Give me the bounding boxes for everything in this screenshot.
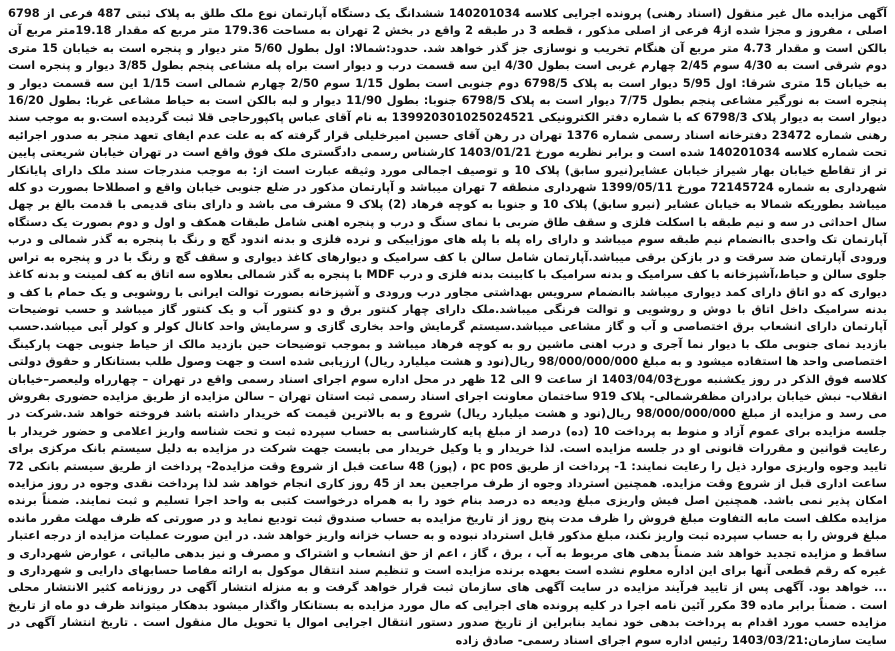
auction-notice-text: آگهی مزایده مال غیر منقول (اسناد رهنی) پرونده اجرایی کلاسه 140201034 ششدانگ یک دستگاه آپارتمان نوع ملک طلق به پلاک ثبتی 487 فرعی از 6798 اصلی ، مفروز و مجزا شده از4 فرعی از اصلی مذکور ، قطعه 3 در طبقه 2 واقع در بخش 2 تهران به مساحت 179.36 متر مربع که مقدار 19.18متر مربع آن بالکن است و مقدار 4.73 متر مربع آن هنگام تخریب و نوسازی جز گذر خواهد شد. حدود:شمالا: اول بطول 5/60 متر دیوار و پنجره است به خیابان 15 متری دوم شرقی است به 4/30 سوم 2/45 چهارم غربی است بطول 4/30 این سه قسمت درب و دیوار است براه پله مشاعی پنجم بطول 3/85 دیوار و پنجره است به خیابان 15 متری شرقا: اول 5/95 دیوار است به پلاک 6798/5 دوم جنوبی است بطول 1/15 سوم 2/50 چهارم شمالی است 1/15 این سه قسمت دیوار و پنجره است به نورگیر مشاعی پنجم بطول 7/75 دیوار است به پلاک 6798/5 جنوبا: بطول 11/90 دیوار و لبه بالکن است به حیاط مشاعی غربا: بطول 16/20 دیوار است به دیوار پلاک 6798/3 که با شماره دفتر الکترونیکی 139920301025024521 به نام آقای عباس پاکپورحاجی قلا ثبت گردیده است.و به موجب سند رهنی شماره 23472 دفترخانه اسناد رسمی شماره 1376 تهران در رهن آقای حسین امیرخلیلی قرار گرفته که به علت عدم ایفای تعهد منجر به صدور اجرائیه تحت شماره کلاسه 140201034 شده است و برابر نظریه مورخ 1403/01/21 کارشناس رسمی دادگستری ملک فوق واقع است در تهران خیابان شریعتی پایین تر از تقاطع خیابان بهار شیراز خیابان عشایر(نیرو سابق) پلاک 10 و توصیف اجمالی مورد وثیقه عبارت است از: به موجب مندرجات سند ملک دارای پایانکار شهرداری به شماره 72145724 مورخ 1399/05/11 شهرداری منطقه 7 تهران میباشد و آپارتمان مذکور در ضلع جنوبی خیابان واقع و اصطلاحا بصورت دو کله میباشد بطوریکه شمالا به خیابان عشایر (نیرو سابق) پلاک 10 و جنوبا به کوچه فرهاد (2) پلاک 9 مشرف می باشد و دارای بنای قدیمی با قدمت بالغ بر چهل سال احداثی در سه و نیم طبقه با اسکلت فلزی و سقف طاق ضربی با نمای سنگ و درب و پنجره اهنی شامل طبقات همکف و اول و دوم بصورت یک دستگاه آپارتمان تک واحدی باانضمام نیم طبقه سوم میباشد و دارای راه پله با پله های موزاییکی و نرده فلزی و بدنه اندود گچ و رنگ با پنجره به گذر شمالی و درب ورودی آپارتمان ضد سرقت و در بازکن برقی میباشد.آپارتمان شامل سالن با کف سرامیک و دیوارهای کاغذ دیواری و سقف گچ و رنگ با در و پنجره به تراس جلوی سالن و حیاط،آشپزخانه با کف سرامیک و بدنه سرامیک با کابینت بدنه فلزی و درب MDF با پنجره به گذر شمالی بعلاوه سه اتاق به کف لمینت و بدنه کاغذ دیواری که دو اتاق دارای کمد دیواری میباشد باانضمام سرویس بهداشتی مجاور درب ورودی و آشپزخانه بصورت توالت ایرانی با روشویی و یک حمام با کف و بدنه سرامیک داخل اتاق با دوش و روشویی و توالت فرنگی میباشد.ملک دارای چهار کنتور برق و دو کنتور آب و یک کنتور گاز میباشد و حسب توضیحات آپارتمان دارای انشعاب برق اختصاصی و آب و گاز مشاعی میباشد.سیستم گرمایش واحد بخاری گازی و سرمایش واحد کانال کولر و کولر آبی میباشد.حسب بازدید نمای جنوبی ملک با دیوار نما آجری و درب اهنی ماشین رو به کوچه فرهاد میباشد و بموجب توضیحات حین بازدید مالک از حیاط جنوبی جهت پارکینگ اختصاصی واحد ها استفاده میشود و به مبلغ 98/000/000/000 ریال(نود و هشت میلیارد ریال) ارزیابی شده است و جهت وصول طلب بستانکار و حقوق دولتی کلاسه فوق الذکر در روز یکشنبه مورخ1403/04/03 از ساعت 9 الی 12 ظهر در محل اداره سوم اجرای اسناد رسمی واقع در تهران – چهارراه ولیعصر–خیابان انقلاب- نبش خیابان برادران مظفرشمالی- پلاک 919 ساختمان معاونت اجرای اسناد رسمی ثبت استان تهران – سالن مزایده از طریق مزایده حضوری بفروش می رسد و مزایده از مبلغ 98/000/000/000 ریال(نود و هشت میلیارد ریال) شروع و به بالاترین قیمت که خریدار داشته باشد فروخته خواهد شد.شرکت در جلسه مزایده برای عموم آزاد و منوط به پرداخت 10 (ده) درصد از مبلغ پایه کارشناسی به حساب سپرده ثبت و تحت شناسه واریز اعلامی و حضور خریدار با رعایت قوانین و مقررات قانونی او در جلسه مزایده است. لذا خریدار و یا وکیل خریدار می بایست جهت شرکت در مزایده به دلیل سیستم بانک مرکزی برای تایید وجوه واریزی موارد ذیل را رعایت نمایند: 1- پرداخت از طریق pc pos ، (پوز) 48 ساعت قبل از شروع وقت مزایده2- پرداخت از طریق سیستم بانکی 72 ساعت اداری قبل از شروع وقت مزایده. همچنین استرداد وجوه از طرف مراجعین بعد از 45 روز کاری انجام خواهد شد لذا پرداخت نقدی وجوه در روز مزایده امکان پذیر نمی باشد. همچنین اصل فیش واریزی مبلغ ودیعه ده درصد بنام خود را به همراه درخواست کتبی به واحد اجرا تسلیم و ثبت نمایند. ضمناً برنده مزایده مکلف است مابه التفاوت مبلغ فروش را ظرف مدت پنج روز از تاریخ مزایده به حساب صندوق ثبت تودیع نماید و در صورتی که ظرف مهلت مقرر مانده مبلغ فروش را به حساب سپرده ثبت واریز نکند، مبلغ مذکور قابل استرداد نبوده و به حساب خزانه واریز خواهد شد. در این صورت عملیات مزایده از درجه اعتبار ساقط و مزایده تجدید خواهد شد ضمناً بدهی های مربوط به آب ، برق ، گاز ، اعم از حق انشعاب و اشتراک و مصرف و نیز بدهی مالیاتی ، عوارض شهرداری و غیره که رقم قطعی آنها برای این اداره معلوم نشده است بعهده برنده مزایده است و تنظیم سند انتقال موکول به ارائه مفاصا حسابهای دارایی و شهرداری و ... خواهد بود. آگهی پس از تایید فرآیند مزایده در سایت آگهی های سازمان ثبت قرار خواهد گرفت و به منزله انتشار آگهی در روزنامه کثیر الانتشار محلی است . ضمناً برابر ماده 39 مکرر آئین نامه اجرا در کلیه پرونده های اجرایی که مال مورد مزایده به بستانکار واگذار میشود بدهکار میتواند ظرف دو ماه از تاریخ مزایده حسب مورد اقدام به پرداخت بدهی خود نماید بنابراین از تاریخ صدور دستور انتقال اجرایی اموال یا تحویل مال منقول است . تاریخ انتشار آگهی در سایت سازمان:1403/03/21 رئیس اداره سوم اجرای اسناد رسمی- صادق زاده — [8, 6, 888, 647]
